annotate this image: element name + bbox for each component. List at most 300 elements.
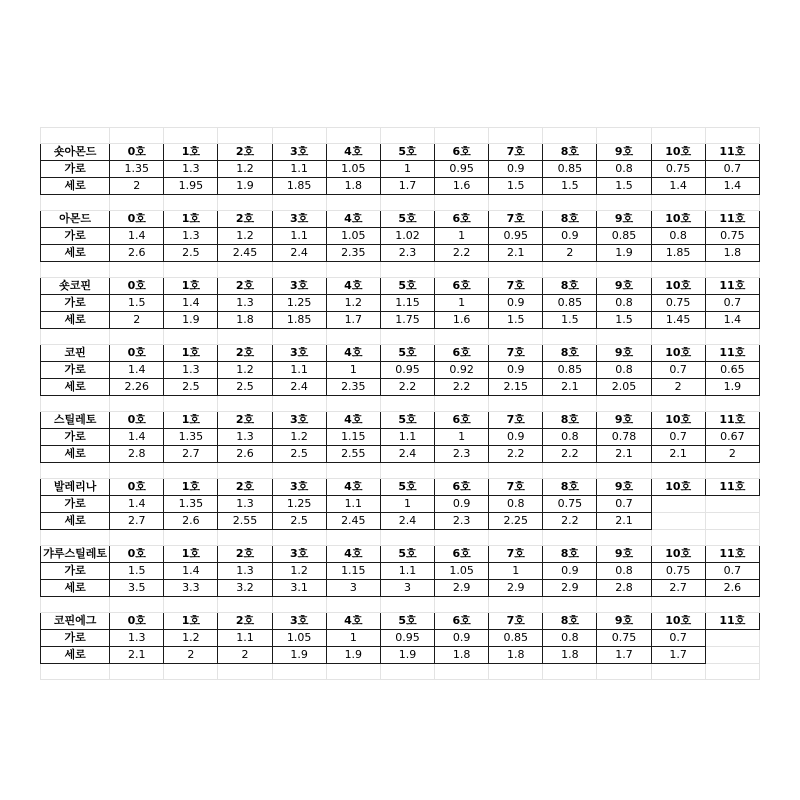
empty-cell[interactable] (110, 597, 164, 613)
width-value-cell[interactable]: 0.78 (597, 429, 651, 446)
empty-cell[interactable] (543, 128, 597, 144)
section-name-cell[interactable]: 코핀에그 (41, 613, 110, 630)
empty-cell[interactable] (272, 329, 326, 345)
height-value-cell[interactable]: 3 (380, 580, 434, 597)
empty-cell[interactable] (705, 396, 759, 412)
empty-cell[interactable] (218, 128, 272, 144)
empty-cell[interactable] (597, 329, 651, 345)
size-header-cell[interactable]: 7호 (489, 345, 543, 362)
empty-cell[interactable] (380, 664, 434, 680)
size-header-cell[interactable]: 1호 (164, 345, 218, 362)
width-value-cell[interactable]: 0.8 (597, 563, 651, 580)
height-value-cell[interactable]: 2.4 (272, 379, 326, 396)
empty-cell[interactable] (651, 396, 705, 412)
height-value-cell[interactable]: 2.5 (164, 379, 218, 396)
width-value-cell[interactable]: 0.85 (543, 161, 597, 178)
empty-cell[interactable] (380, 463, 434, 479)
size-header-cell[interactable]: 1호 (164, 412, 218, 429)
empty-cell[interactable] (489, 128, 543, 144)
height-value-cell[interactable]: 2.1 (651, 446, 705, 463)
size-header-cell[interactable]: 10호 (651, 546, 705, 563)
height-value-cell[interactable]: 2.55 (218, 513, 272, 530)
empty-cell[interactable] (435, 262, 489, 278)
width-value-cell[interactable]: 0.8 (597, 362, 651, 379)
size-header-cell[interactable]: 4호 (326, 479, 380, 496)
width-value-cell[interactable]: 1.05 (272, 630, 326, 647)
height-label-cell[interactable]: 세로 (41, 312, 110, 329)
width-value-cell[interactable]: 0.75 (597, 630, 651, 647)
size-header-cell[interactable]: 6호 (435, 345, 489, 362)
height-value-cell[interactable]: 2.6 (110, 245, 164, 262)
size-header-cell[interactable]: 9호 (597, 479, 651, 496)
empty-cell[interactable] (705, 262, 759, 278)
height-value-cell[interactable]: 1.9 (380, 647, 434, 664)
size-header-cell[interactable]: 11호 (705, 278, 759, 295)
width-value-cell[interactable]: 0.67 (705, 429, 759, 446)
height-value-cell[interactable]: 2 (705, 446, 759, 463)
height-value-cell[interactable]: 1.8 (489, 647, 543, 664)
empty-cell[interactable] (705, 597, 759, 613)
width-value-cell[interactable]: 1.4 (110, 496, 164, 513)
height-value-cell[interactable]: 2.45 (326, 513, 380, 530)
empty-cell[interactable] (543, 664, 597, 680)
size-header-cell[interactable]: 4호 (326, 345, 380, 362)
width-value-cell[interactable]: 0.7 (651, 429, 705, 446)
empty-cell[interactable] (380, 396, 434, 412)
width-label-cell[interactable]: 가로 (41, 429, 110, 446)
size-header-cell[interactable]: 0호 (110, 345, 164, 362)
width-label-cell[interactable]: 가로 (41, 496, 110, 513)
size-header-cell[interactable]: 3호 (272, 144, 326, 161)
size-header-cell[interactable]: 5호 (380, 613, 434, 630)
width-label-cell[interactable]: 가로 (41, 161, 110, 178)
empty-cell[interactable] (110, 128, 164, 144)
height-value-cell[interactable]: 2.7 (110, 513, 164, 530)
size-header-cell[interactable]: 9호 (597, 211, 651, 228)
height-value-cell[interactable]: 1.6 (435, 178, 489, 195)
width-value-cell[interactable]: 0.75 (651, 563, 705, 580)
empty-cell[interactable] (326, 329, 380, 345)
size-header-cell[interactable]: 10호 (651, 412, 705, 429)
empty-cell[interactable] (543, 530, 597, 546)
size-header-cell[interactable]: 0호 (110, 144, 164, 161)
width-value-cell[interactable]: 0.9 (489, 362, 543, 379)
size-header-cell[interactable]: 11호 (705, 345, 759, 362)
height-value-cell[interactable]: 1.5 (543, 312, 597, 329)
height-value-cell[interactable]: 2.6 (705, 580, 759, 597)
width-value-cell[interactable]: 1.3 (164, 228, 218, 245)
size-header-cell[interactable]: 1호 (164, 211, 218, 228)
empty-cell[interactable] (597, 597, 651, 613)
width-value-cell[interactable]: 1.5 (110, 295, 164, 312)
height-value-cell[interactable] (651, 513, 705, 530)
size-header-cell[interactable]: 7호 (489, 211, 543, 228)
height-value-cell[interactable] (705, 647, 759, 664)
width-value-cell[interactable]: 1.35 (164, 496, 218, 513)
empty-cell[interactable] (489, 664, 543, 680)
width-value-cell[interactable]: 1.2 (164, 630, 218, 647)
height-value-cell[interactable]: 1.6 (435, 312, 489, 329)
size-header-cell[interactable]: 7호 (489, 412, 543, 429)
width-value-cell[interactable]: 1.25 (272, 295, 326, 312)
size-header-cell[interactable]: 9호 (597, 613, 651, 630)
size-header-cell[interactable]: 2호 (218, 479, 272, 496)
empty-cell[interactable] (326, 128, 380, 144)
size-header-cell[interactable]: 5호 (380, 412, 434, 429)
height-value-cell[interactable]: 1.7 (597, 647, 651, 664)
size-header-cell[interactable]: 8호 (543, 345, 597, 362)
width-value-cell[interactable]: 0.9 (489, 295, 543, 312)
size-header-cell[interactable]: 5호 (380, 345, 434, 362)
width-value-cell[interactable]: 1.05 (326, 161, 380, 178)
height-value-cell[interactable]: 1.9 (164, 312, 218, 329)
size-header-cell[interactable]: 2호 (218, 412, 272, 429)
size-header-cell[interactable]: 4호 (326, 278, 380, 295)
width-value-cell[interactable]: 0.9 (435, 630, 489, 647)
empty-cell[interactable] (597, 128, 651, 144)
height-value-cell[interactable]: 3 (326, 580, 380, 597)
empty-cell[interactable] (435, 128, 489, 144)
size-header-cell[interactable]: 0호 (110, 278, 164, 295)
width-value-cell[interactable]: 0.9 (435, 496, 489, 513)
size-header-cell[interactable]: 9호 (597, 412, 651, 429)
width-value-cell[interactable]: 1.2 (218, 161, 272, 178)
height-value-cell[interactable]: 1.9 (272, 647, 326, 664)
empty-cell[interactable] (705, 664, 759, 680)
empty-cell[interactable] (41, 396, 110, 412)
empty-cell[interactable] (705, 463, 759, 479)
empty-cell[interactable] (380, 597, 434, 613)
width-value-cell[interactable]: 0.9 (489, 161, 543, 178)
size-header-cell[interactable]: 11호 (705, 479, 759, 496)
size-header-cell[interactable]: 7호 (489, 144, 543, 161)
size-header-cell[interactable]: 9호 (597, 345, 651, 362)
empty-cell[interactable] (380, 195, 434, 211)
empty-cell[interactable] (41, 128, 110, 144)
size-header-cell[interactable]: 4호 (326, 144, 380, 161)
empty-cell[interactable] (218, 530, 272, 546)
size-header-cell[interactable]: 8호 (543, 144, 597, 161)
size-header-cell[interactable]: 1호 (164, 278, 218, 295)
empty-cell[interactable] (164, 195, 218, 211)
empty-cell[interactable] (272, 396, 326, 412)
empty-cell[interactable] (597, 530, 651, 546)
width-value-cell[interactable]: 1.1 (272, 161, 326, 178)
height-value-cell[interactable]: 2 (218, 647, 272, 664)
width-value-cell[interactable]: 0.7 (597, 496, 651, 513)
empty-cell[interactable] (435, 530, 489, 546)
size-header-cell[interactable]: 10호 (651, 345, 705, 362)
empty-cell[interactable] (164, 262, 218, 278)
width-value-cell[interactable]: 1 (435, 228, 489, 245)
size-header-cell[interactable]: 7호 (489, 613, 543, 630)
height-value-cell[interactable]: 2.55 (326, 446, 380, 463)
height-value-cell[interactable]: 2.2 (380, 379, 434, 396)
height-value-cell[interactable]: 2.2 (489, 446, 543, 463)
width-value-cell[interactable]: 1.3 (218, 563, 272, 580)
size-header-cell[interactable]: 9호 (597, 546, 651, 563)
empty-cell[interactable] (41, 530, 110, 546)
height-value-cell[interactable]: 2 (164, 647, 218, 664)
empty-cell[interactable] (41, 597, 110, 613)
width-label-cell[interactable]: 가로 (41, 563, 110, 580)
empty-cell[interactable] (597, 664, 651, 680)
empty-cell[interactable] (489, 396, 543, 412)
height-label-cell[interactable]: 세로 (41, 580, 110, 597)
width-value-cell[interactable]: 1.15 (380, 295, 434, 312)
width-value-cell[interactable]: 0.95 (435, 161, 489, 178)
width-value-cell[interactable]: 0.85 (543, 295, 597, 312)
empty-cell[interactable] (218, 396, 272, 412)
empty-cell[interactable] (597, 195, 651, 211)
height-value-cell[interactable]: 2.5 (272, 513, 326, 530)
height-value-cell[interactable]: 1.75 (380, 312, 434, 329)
empty-cell[interactable] (218, 597, 272, 613)
empty-cell[interactable] (272, 195, 326, 211)
height-value-cell[interactable]: 3.1 (272, 580, 326, 597)
height-value-cell[interactable]: 1.5 (597, 178, 651, 195)
empty-cell[interactable] (110, 396, 164, 412)
size-header-cell[interactable]: 2호 (218, 345, 272, 362)
empty-cell[interactable] (380, 128, 434, 144)
size-header-cell[interactable]: 9호 (597, 144, 651, 161)
size-header-cell[interactable]: 4호 (326, 546, 380, 563)
width-label-cell[interactable]: 가로 (41, 630, 110, 647)
width-value-cell[interactable]: 1.35 (164, 429, 218, 446)
width-value-cell[interactable]: 0.8 (597, 161, 651, 178)
size-header-cell[interactable]: 0호 (110, 479, 164, 496)
size-header-cell[interactable]: 7호 (489, 546, 543, 563)
empty-cell[interactable] (164, 664, 218, 680)
empty-cell[interactable] (651, 463, 705, 479)
size-header-cell[interactable]: 3호 (272, 546, 326, 563)
section-name-cell[interactable]: 아몬드 (41, 211, 110, 228)
height-value-cell[interactable]: 1.9 (218, 178, 272, 195)
size-header-cell[interactable]: 5호 (380, 144, 434, 161)
width-value-cell[interactable]: 1.2 (326, 295, 380, 312)
width-value-cell[interactable]: 1.4 (110, 362, 164, 379)
empty-cell[interactable] (272, 664, 326, 680)
size-header-cell[interactable]: 10호 (651, 613, 705, 630)
size-header-cell[interactable]: 1호 (164, 613, 218, 630)
height-value-cell[interactable]: 1.8 (705, 245, 759, 262)
width-value-cell[interactable]: 1.1 (218, 630, 272, 647)
empty-cell[interactable] (218, 262, 272, 278)
width-value-cell[interactable]: 0.95 (489, 228, 543, 245)
height-value-cell[interactable]: 2.6 (218, 446, 272, 463)
size-header-cell[interactable]: 4호 (326, 211, 380, 228)
empty-cell[interactable] (651, 329, 705, 345)
empty-cell[interactable] (218, 463, 272, 479)
empty-cell[interactable] (164, 329, 218, 345)
height-value-cell[interactable]: 2.25 (489, 513, 543, 530)
size-header-cell[interactable]: 10호 (651, 211, 705, 228)
height-value-cell[interactable]: 1.8 (326, 178, 380, 195)
empty-cell[interactable] (326, 530, 380, 546)
size-header-cell[interactable]: 7호 (489, 479, 543, 496)
height-value-cell[interactable]: 1.95 (164, 178, 218, 195)
width-value-cell[interactable]: 1.4 (164, 563, 218, 580)
size-header-cell[interactable]: 9호 (597, 278, 651, 295)
size-header-cell[interactable]: 5호 (380, 546, 434, 563)
width-value-cell[interactable]: 0.75 (705, 228, 759, 245)
height-value-cell[interactable]: 2.2 (543, 513, 597, 530)
empty-cell[interactable] (110, 195, 164, 211)
width-value-cell[interactable]: 1.1 (272, 228, 326, 245)
width-value-cell[interactable]: 1.05 (435, 563, 489, 580)
empty-cell[interactable] (164, 597, 218, 613)
height-label-cell[interactable]: 세로 (41, 446, 110, 463)
height-value-cell[interactable]: 1.4 (705, 312, 759, 329)
height-value-cell[interactable]: 2.1 (597, 446, 651, 463)
section-name-cell[interactable]: 갸루스틸레토 (41, 546, 110, 563)
size-header-cell[interactable]: 8호 (543, 278, 597, 295)
size-header-cell[interactable]: 8호 (543, 479, 597, 496)
size-header-cell[interactable]: 3호 (272, 278, 326, 295)
empty-cell[interactable] (272, 128, 326, 144)
empty-cell[interactable] (110, 664, 164, 680)
section-name-cell[interactable]: 발레리나 (41, 479, 110, 496)
height-label-cell[interactable]: 세로 (41, 245, 110, 262)
empty-cell[interactable] (543, 329, 597, 345)
empty-cell[interactable] (651, 195, 705, 211)
height-value-cell[interactable]: 1.9 (705, 379, 759, 396)
empty-cell[interactable] (272, 597, 326, 613)
width-label-cell[interactable]: 가로 (41, 362, 110, 379)
empty-cell[interactable] (435, 463, 489, 479)
height-value-cell[interactable]: 1.5 (543, 178, 597, 195)
height-value-cell[interactable]: 1.45 (651, 312, 705, 329)
empty-cell[interactable] (435, 664, 489, 680)
height-value-cell[interactable]: 2.7 (164, 446, 218, 463)
empty-cell[interactable] (218, 664, 272, 680)
width-value-cell[interactable]: 0.85 (543, 362, 597, 379)
size-header-cell[interactable]: 0호 (110, 211, 164, 228)
width-value-cell[interactable]: 1.4 (164, 295, 218, 312)
empty-cell[interactable] (41, 262, 110, 278)
width-value-cell[interactable]: 1.5 (110, 563, 164, 580)
height-value-cell[interactable]: 2.4 (380, 513, 434, 530)
width-value-cell[interactable]: 1.3 (110, 630, 164, 647)
width-value-cell[interactable]: 0.75 (651, 161, 705, 178)
width-value-cell[interactable]: 1.3 (218, 295, 272, 312)
empty-cell[interactable] (326, 597, 380, 613)
empty-cell[interactable] (489, 597, 543, 613)
width-value-cell[interactable]: 1.3 (164, 161, 218, 178)
size-header-cell[interactable]: 7호 (489, 278, 543, 295)
width-value-cell[interactable]: 0.95 (380, 630, 434, 647)
width-value-cell[interactable]: 0.7 (651, 630, 705, 647)
section-name-cell[interactable]: 숏아몬드 (41, 144, 110, 161)
size-header-cell[interactable]: 0호 (110, 412, 164, 429)
size-header-cell[interactable]: 2호 (218, 613, 272, 630)
empty-cell[interactable] (543, 463, 597, 479)
empty-cell[interactable] (597, 262, 651, 278)
width-value-cell[interactable]: 1.3 (164, 362, 218, 379)
height-value-cell[interactable]: 2.35 (326, 245, 380, 262)
size-header-cell[interactable]: 3호 (272, 613, 326, 630)
height-value-cell[interactable]: 2.9 (543, 580, 597, 597)
height-value-cell[interactable]: 2.05 (597, 379, 651, 396)
width-value-cell[interactable]: 0.65 (705, 362, 759, 379)
width-value-cell[interactable]: 1.1 (380, 563, 434, 580)
empty-cell[interactable] (164, 396, 218, 412)
size-header-cell[interactable]: 2호 (218, 278, 272, 295)
width-value-cell[interactable]: 1.15 (326, 563, 380, 580)
height-value-cell[interactable]: 1.85 (272, 178, 326, 195)
height-value-cell[interactable]: 2.6 (164, 513, 218, 530)
empty-cell[interactable] (326, 262, 380, 278)
empty-cell[interactable] (651, 128, 705, 144)
height-value-cell[interactable]: 2.1 (597, 513, 651, 530)
width-value-cell[interactable]: 0.75 (543, 496, 597, 513)
empty-cell[interactable] (435, 195, 489, 211)
height-value-cell[interactable]: 1.7 (326, 312, 380, 329)
width-value-cell[interactable]: 0.9 (543, 563, 597, 580)
width-value-cell[interactable]: 1 (435, 429, 489, 446)
empty-cell[interactable] (326, 396, 380, 412)
size-header-cell[interactable]: 6호 (435, 546, 489, 563)
empty-cell[interactable] (272, 530, 326, 546)
empty-cell[interactable] (380, 329, 434, 345)
width-value-cell[interactable]: 1 (326, 630, 380, 647)
width-value-cell[interactable]: 0.8 (543, 429, 597, 446)
size-header-cell[interactable]: 11호 (705, 546, 759, 563)
height-value-cell[interactable]: 2.9 (489, 580, 543, 597)
height-value-cell[interactable]: 2.2 (543, 446, 597, 463)
empty-cell[interactable] (272, 262, 326, 278)
empty-cell[interactable] (651, 664, 705, 680)
width-value-cell[interactable]: 1.2 (272, 563, 326, 580)
height-value-cell[interactable]: 2 (110, 178, 164, 195)
size-header-cell[interactable]: 3호 (272, 479, 326, 496)
size-header-cell[interactable]: 6호 (435, 144, 489, 161)
empty-cell[interactable] (597, 396, 651, 412)
height-value-cell[interactable]: 2.9 (435, 580, 489, 597)
width-value-cell[interactable]: 1.02 (380, 228, 434, 245)
size-header-cell[interactable]: 11호 (705, 144, 759, 161)
height-value-cell[interactable]: 2.15 (489, 379, 543, 396)
empty-cell[interactable] (489, 463, 543, 479)
height-value-cell[interactable]: 1.5 (597, 312, 651, 329)
size-header-cell[interactable]: 10호 (651, 278, 705, 295)
height-value-cell[interactable]: 2.1 (489, 245, 543, 262)
width-value-cell[interactable]: 0.9 (543, 228, 597, 245)
width-value-cell[interactable]: 1.35 (110, 161, 164, 178)
size-header-cell[interactable]: 11호 (705, 613, 759, 630)
empty-cell[interactable] (110, 262, 164, 278)
width-value-cell[interactable]: 0.95 (380, 362, 434, 379)
empty-cell[interactable] (110, 463, 164, 479)
empty-cell[interactable] (164, 530, 218, 546)
height-value-cell[interactable]: 1.8 (543, 647, 597, 664)
height-value-cell[interactable]: 1.85 (651, 245, 705, 262)
width-value-cell[interactable] (651, 496, 705, 513)
width-value-cell[interactable]: 0.7 (705, 563, 759, 580)
height-value-cell[interactable]: 1.7 (651, 647, 705, 664)
empty-cell[interactable] (489, 329, 543, 345)
empty-cell[interactable] (597, 463, 651, 479)
size-header-cell[interactable]: 5호 (380, 479, 434, 496)
empty-cell[interactable] (41, 329, 110, 345)
height-value-cell[interactable]: 2.8 (110, 446, 164, 463)
height-value-cell[interactable]: 2.3 (380, 245, 434, 262)
size-header-cell[interactable]: 2호 (218, 546, 272, 563)
size-header-cell[interactable]: 1호 (164, 546, 218, 563)
size-header-cell[interactable]: 5호 (380, 278, 434, 295)
width-value-cell[interactable]: 0.8 (543, 630, 597, 647)
height-value-cell[interactable]: 2.2 (435, 379, 489, 396)
